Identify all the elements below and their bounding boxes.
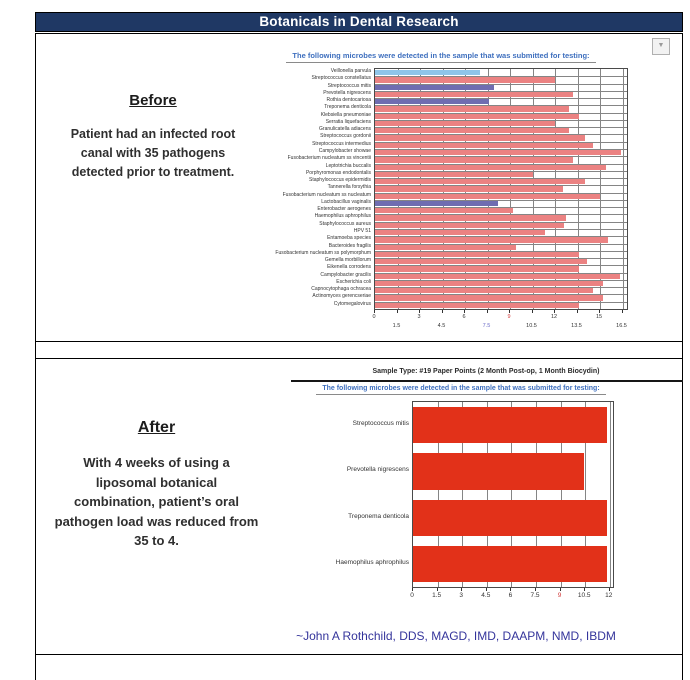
category-label: Cytomegalovirus — [333, 300, 371, 307]
dropdown-arrow-icon: ▼ — [657, 42, 665, 49]
chart-category-labels — [264, 401, 409, 586]
category-label: Entamoeba species — [327, 235, 371, 242]
chart-bar — [375, 259, 587, 264]
chart-plot-area — [412, 401, 614, 588]
axis-tick — [584, 588, 585, 591]
axis-tick-label: 1.5 — [432, 592, 442, 599]
axis-tick-label: 6 — [508, 592, 513, 599]
category-label: Prevotella nigrescens — [346, 466, 409, 474]
category-label: Porphyromonas endodontalis — [305, 169, 371, 176]
category-label: Haemophilus aphrophilus — [335, 558, 409, 566]
chart-bar — [375, 237, 608, 242]
category-label: Leptotrichia buccalis — [325, 162, 371, 169]
category-label: Streptococcus constellatus — [311, 75, 371, 82]
after-bar-chart — [36, 359, 682, 654]
chart-bar — [375, 165, 606, 170]
after-section — [35, 358, 683, 655]
axis-tick-label: 3 — [417, 314, 421, 320]
axis-tick-label: 7.5 — [530, 592, 540, 599]
before-section — [35, 33, 683, 342]
axis-tick — [609, 588, 610, 591]
category-label: Campylobacter gracilis — [320, 271, 371, 278]
chart-plot-area — [374, 68, 628, 310]
axis-tick — [577, 310, 578, 313]
before-bar-chart — [36, 34, 682, 341]
after-heading: After — [137, 419, 176, 436]
axis-tick-label: 12 — [605, 592, 613, 599]
category-label: Staphylococcus aureus — [319, 220, 371, 227]
axis-tick — [412, 588, 413, 591]
axis-tick — [461, 588, 462, 591]
chart-x-axis — [374, 310, 627, 332]
chart-bar — [375, 70, 480, 75]
chart-bar — [375, 157, 573, 162]
chart-bar — [375, 245, 516, 250]
axis-tick-label: 15 — [595, 314, 603, 320]
axis-tick-label: 7.5 — [482, 323, 491, 329]
chart-bar — [375, 215, 566, 220]
category-label: Eikenella corrodens — [327, 264, 371, 271]
chart-bar — [375, 179, 585, 184]
axis-tick-label: 12 — [550, 314, 558, 320]
after-body-text: With 4 weeks of using a liposomal botanical combination, patient’s oral pathogen load was reduced from 35 to 4. — [54, 455, 259, 548]
axis-tick — [374, 310, 375, 313]
axis-tick — [599, 310, 600, 313]
category-label: Fusobacterium nucleatum ss nucleatum — [282, 191, 371, 198]
axis-tick — [532, 310, 533, 313]
axis-tick — [442, 310, 443, 313]
category-label: Escherichia coli — [336, 278, 371, 285]
category-label: Bacteroides fragilis — [328, 242, 371, 249]
chart-bar — [413, 500, 607, 536]
category-label: Fusobacterium nucleatum ss polymorphum — [275, 249, 371, 256]
category-label: Actinomyces gerencseriae — [312, 293, 371, 300]
category-label: Streptococcus intermedius — [312, 140, 371, 147]
axis-tick — [554, 310, 555, 313]
axis-tick — [487, 310, 488, 313]
axis-tick — [509, 310, 510, 313]
chart-bar — [375, 266, 579, 271]
axis-tick — [419, 310, 420, 313]
chart-bar — [375, 295, 603, 300]
chart-bar — [375, 201, 498, 206]
category-label: Prevotella nigrescens — [323, 89, 371, 96]
category-label: Capnocytophaga ochracea — [311, 286, 371, 293]
category-label: Staphylococcus epidermidis — [309, 177, 371, 184]
axis-tick-label: 10.5 — [577, 592, 591, 599]
category-label: Klebsiella pneumoniae — [320, 111, 371, 118]
axis-tick — [560, 588, 561, 591]
axis-tick-label: 1.5 — [392, 323, 401, 329]
chart-bar — [413, 546, 607, 582]
axis-tick-label: 0 — [372, 314, 376, 320]
axis-tick-label: 13.5 — [571, 323, 582, 329]
category-label: Tannerella forsythia — [327, 184, 371, 191]
axis-tick — [464, 310, 465, 313]
category-label: Treponema denticola — [324, 104, 371, 111]
axis-tick-label: 9 — [557, 592, 562, 599]
chart-category-labels — [186, 68, 371, 308]
before-body-text: Patient had an infected root canal with 35 pathogens detected prior to treatment. — [70, 127, 236, 179]
chart-bar — [375, 223, 564, 228]
axis-tick — [535, 588, 536, 591]
axis-tick-label: 10.5 — [526, 323, 537, 329]
axis-tick-label: 4.5 — [481, 592, 491, 599]
chart-header-text: The following microbes were detected in the sample that was submitted for testing: — [316, 385, 605, 395]
chart-bar — [375, 288, 593, 293]
chart-bar — [413, 407, 607, 443]
category-label: Lactobacillus vaginalis — [321, 198, 371, 205]
chart-bar — [375, 172, 533, 177]
chart-x-axis — [412, 588, 613, 602]
axis-tick — [486, 588, 487, 591]
chart-bar — [375, 150, 621, 155]
chart-bar — [375, 106, 569, 111]
category-label: Rothia dentocariosa — [326, 97, 371, 104]
axis-tick-label: 6 — [462, 314, 466, 320]
chart-bar — [375, 121, 555, 126]
chart-bar — [375, 186, 563, 191]
next-table-row-stub — [35, 655, 683, 680]
category-label: Fusobacterium nucleatum ss vincentii — [287, 155, 371, 162]
chart-bar — [375, 128, 569, 133]
category-label: HPV 51 — [353, 228, 371, 234]
category-label: Veillonella parvula — [330, 68, 371, 74]
chart-bar — [413, 453, 584, 489]
table-gap-row — [35, 342, 683, 358]
page-title-text: Botanicals in Dental Research — [259, 14, 459, 29]
before-heading: Before — [129, 92, 177, 109]
chart-bar — [375, 143, 593, 148]
chart-bar — [375, 281, 603, 286]
chart-bar — [375, 114, 579, 119]
chart-bar — [375, 274, 620, 279]
chart-bar — [375, 252, 579, 257]
page-title — [35, 12, 683, 32]
chart-bar — [375, 208, 513, 213]
category-label: Streptococcus mitis — [327, 82, 371, 89]
chart-bar — [375, 194, 600, 199]
chart-bar — [375, 77, 555, 82]
chart-bar — [375, 303, 579, 308]
chart-bar — [375, 92, 573, 97]
axis-tick-label: 4.5 — [437, 323, 446, 329]
axis-tick — [622, 310, 623, 313]
sample-type-caption: Sample Type: #19 Paper Points (2 Month Post-op, 1 Month Biocydin) — [372, 368, 600, 375]
axis-tick — [437, 588, 438, 591]
chart-bar — [375, 85, 494, 90]
chart-bar — [375, 99, 489, 104]
category-label: Gemella morbillorum — [324, 257, 371, 264]
axis-tick — [397, 310, 398, 313]
gridline-vertical — [610, 402, 611, 587]
chart-bar — [375, 135, 585, 140]
axis-tick-label: 3 — [459, 592, 463, 599]
category-label: Enterobacter aerogenes — [317, 206, 371, 213]
axis-tick-label: 9 — [507, 314, 511, 320]
category-label: Streptococcus mitis — [352, 420, 409, 427]
category-label: Haemophilus aphrophilus — [314, 213, 371, 220]
category-label: Treponema denticola — [348, 512, 409, 520]
category-label: Campylobacter showae — [318, 148, 371, 154]
category-label: Streptococcus gordonii — [320, 133, 371, 140]
axis-tick — [510, 588, 511, 591]
chart-header-text: The following microbes were detected in the sample that was submitted for testing: — [286, 51, 595, 63]
axis-tick-label: 0 — [410, 592, 414, 599]
attribution-text: ~John A Rothchild, DDS, MAGD, IMD, DAAPM, NMD, IBDM — [296, 629, 616, 643]
axis-tick-label: 16.5 — [616, 323, 627, 329]
category-label: Serratia liquefaciens — [325, 118, 371, 125]
category-label: Granulicatella adiacens — [319, 126, 371, 133]
chart-bar — [375, 230, 545, 235]
